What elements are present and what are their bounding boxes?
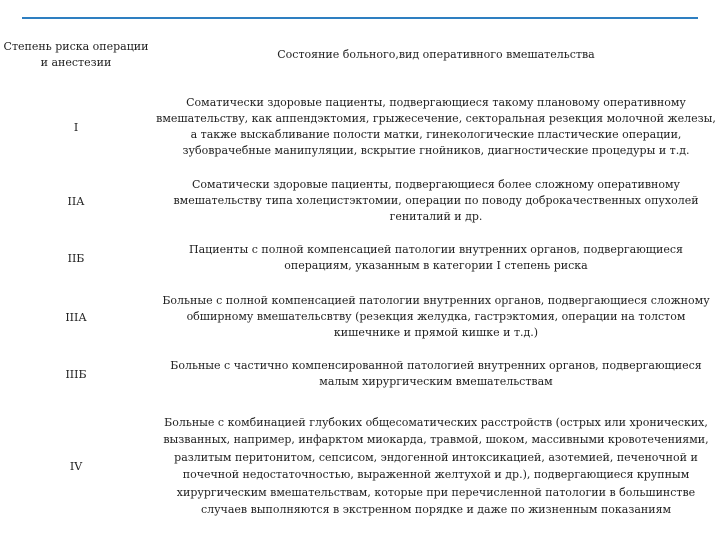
table-row	[0, 171, 720, 231]
header-patient-state: Состояние больного,вид оперативного вмешательства	[277, 48, 595, 61]
table-header-row	[0, 30, 720, 80]
risk-table	[0, 30, 720, 525]
description-cell: Больные с комбинацией глубоких общесоматических расстройств (острых или хронических, вызванных, например, инфарктом миокарда, травмой, шоком, массивными кровотечениями, разлитым перитонитом, сепсисом, эндогенной интоксикацией, азотемией, печеночной и почечной недостаточностью, выраженной желтухой и др.), подвергающиеся крупным хирургическим вмешательствам, которые при перечисленной патологии в большинстве случаев выполняются в экстренном порядке и даже по жизненным показаниям	[163, 415, 709, 516]
description-cell: Больные с частично компенсированной патологией внутренних органов, подвергающиеся малым хирургическим вмешательствам	[170, 359, 702, 388]
table-row	[0, 407, 720, 525]
description-cell: Соматически здоровые пациенты, подвергающиеся более сложному оперативному вмешательству типа холецистэктомии, операции по поводу доброкачественных опухолей гениталий и др.	[173, 178, 699, 223]
risk-degree-cell: IIА	[67, 194, 85, 208]
description-cell: Пациенты с полной компенсацией патологии внутренних органов, подвергающиеся операциям, указанным в категории I степень риска	[189, 243, 683, 272]
table-row	[0, 87, 720, 167]
description-cell: Соматически здоровые пациенты, подвергающиеся такому плановому оперативному вмешательству, как аппендэктомия, грыжесечение, секторальная резекция молочной железы, а также выскабливание полости матки, гинекологические пластические операции, зубоврачебные манипуляции, вскрытие гнойников, диагностические процедуры и т.д.	[156, 96, 716, 157]
header-risk-degree: Степень риска операции и анестезии	[3, 40, 149, 69]
description-cell: Больные с полной компенсацией патологии внутренних органов, подвергающиеся сложному обширному вмешательсвтву (резекция желудка, гастрэктомия, операции на толстом кишечнике и прямой кишке и т.д.)	[162, 294, 710, 339]
top-divider-line	[22, 17, 698, 19]
risk-degree-cell: IIБ	[67, 251, 85, 265]
table-row	[0, 355, 720, 393]
risk-degree-cell: I	[73, 120, 79, 134]
risk-degree-cell: IV	[69, 459, 83, 473]
table-row	[0, 239, 720, 277]
risk-degree-cell: IIIБ	[65, 367, 87, 381]
risk-degree-cell: IIIА	[65, 310, 87, 324]
table-row	[0, 285, 720, 349]
